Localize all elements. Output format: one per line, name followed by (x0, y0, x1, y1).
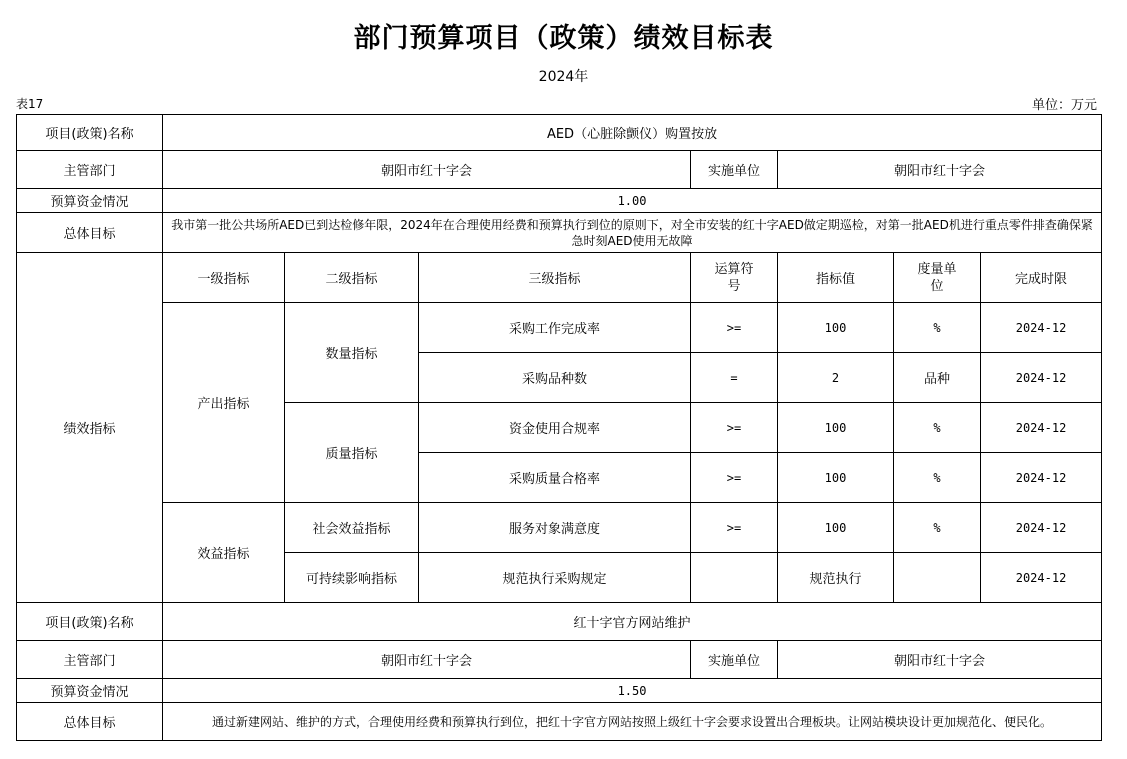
unit-cell: 品种 (894, 353, 981, 403)
deadline-cell: 2024-12 (981, 553, 1102, 603)
level2-quality: 质量指标 (285, 403, 419, 503)
project2-department-row (17, 641, 1102, 679)
deadline-cell: 2024-12 (981, 303, 1102, 353)
operator-cell: >= (691, 403, 778, 453)
header-level1: 一级指标 (163, 253, 285, 303)
operator-cell: >= (691, 503, 778, 553)
department-value: 朝阳市红十字会 (163, 151, 691, 189)
value-cell: 2 (778, 353, 894, 403)
department-value: 朝阳市红十字会 (163, 641, 691, 679)
project-name-value: 红十字官方网站维护 (163, 603, 1102, 641)
performance-table (16, 114, 1102, 741)
value-cell: 100 (778, 453, 894, 503)
header-unit: 度量单位 (894, 253, 981, 303)
project1-name-row (17, 115, 1102, 151)
operator-cell: >= (691, 453, 778, 503)
level3-cell: 采购工作完成率 (419, 303, 691, 353)
project1-department-row (17, 151, 1102, 189)
project2-name-row (17, 603, 1102, 641)
unit-cell: % (894, 503, 981, 553)
header-deadline: 完成时限 (981, 253, 1102, 303)
header-level3: 三级指标 (419, 253, 691, 303)
value-cell: 100 (778, 503, 894, 553)
unit-label: 单位：万元 (1031, 98, 1097, 113)
budget-label: 预算资金情况 (17, 189, 163, 213)
unit-cell (894, 553, 981, 603)
operator-cell: >= (691, 303, 778, 353)
level2-sustain: 可持续影响指标 (285, 553, 419, 603)
indicator-row (17, 303, 1102, 353)
implementer-label: 实施单位 (691, 151, 778, 189)
indicator-row (17, 503, 1102, 553)
implementer-value: 朝阳市红十字会 (778, 641, 1102, 679)
unit-cell: % (894, 403, 981, 453)
implementer-value: 朝阳市红十字会 (778, 151, 1102, 189)
header-value: 指标值 (778, 253, 894, 303)
deadline-cell: 2024-12 (981, 503, 1102, 553)
value-cell: 100 (778, 303, 894, 353)
year-label: 2024年 (538, 69, 589, 85)
perf-indicators-label: 绩效指标 (17, 253, 163, 603)
budget-value: 1.50 (163, 679, 1102, 703)
project1-budget-row (17, 189, 1102, 213)
overall-goal-label: 总体目标 (17, 213, 163, 253)
project1-goal-row (17, 213, 1102, 253)
budget-value: 1.00 (163, 189, 1102, 213)
department-label: 主管部门 (17, 151, 163, 189)
header-operator: 运算符号 (691, 253, 778, 303)
unit-cell: % (894, 303, 981, 353)
operator-cell (691, 553, 778, 603)
department-label: 主管部门 (17, 641, 163, 679)
deadline-cell: 2024-12 (981, 453, 1102, 503)
value-cell: 规范执行 (778, 553, 894, 603)
budget-label: 预算资金情况 (17, 679, 163, 703)
indicator-header-row (17, 253, 1102, 303)
header-level2: 二级指标 (285, 253, 419, 303)
level2-quantity: 数量指标 (285, 303, 419, 403)
overall-goal-value: 通过新建网站、维护的方式，合理使用经费和预算执行到位，把红十字官方网站按照上级红十字会要求设置出合理板块。让网站模块设计更加规范化、便民化。 (163, 703, 1102, 741)
level3-cell: 采购质量合格率 (419, 453, 691, 503)
overall-goal-value: 我市第一批公共场所AED已到达检修年限，2024年在合理使用经费和预算执行到位的原则下，对全市安装的红十字AED做定期巡检，对第一批AED机进行重点零件排查确保紧急时刻AED使用无故障 (163, 213, 1102, 253)
overall-goal-label: 总体目标 (17, 703, 163, 741)
implementer-label: 实施单位 (691, 641, 778, 679)
level2-social: 社会效益指标 (285, 503, 419, 553)
level1-output: 产出指标 (163, 303, 285, 503)
project2-goal-row (17, 703, 1102, 741)
project2-budget-row (17, 679, 1102, 703)
page-title: 部门预算项目（政策）绩效目标表 (353, 23, 774, 54)
project-name-value: AED（心脏除颤仪）购置按放 (163, 115, 1102, 151)
level3-cell: 采购品种数 (419, 353, 691, 403)
deadline-cell: 2024-12 (981, 353, 1102, 403)
operator-cell: = (691, 353, 778, 403)
level3-cell: 服务对象满意度 (419, 503, 691, 553)
deadline-cell: 2024-12 (981, 403, 1102, 453)
project-name-label: 项目(政策)名称 (17, 115, 163, 151)
level3-cell: 规范执行采购规定 (419, 553, 691, 603)
level1-benefit: 效益指标 (163, 503, 285, 603)
project-name-label: 项目(政策)名称 (17, 603, 163, 641)
unit-cell: % (894, 453, 981, 503)
level3-cell: 资金使用合规率 (419, 403, 691, 453)
value-cell: 100 (778, 403, 894, 453)
table-number: 表17 (16, 97, 44, 111)
